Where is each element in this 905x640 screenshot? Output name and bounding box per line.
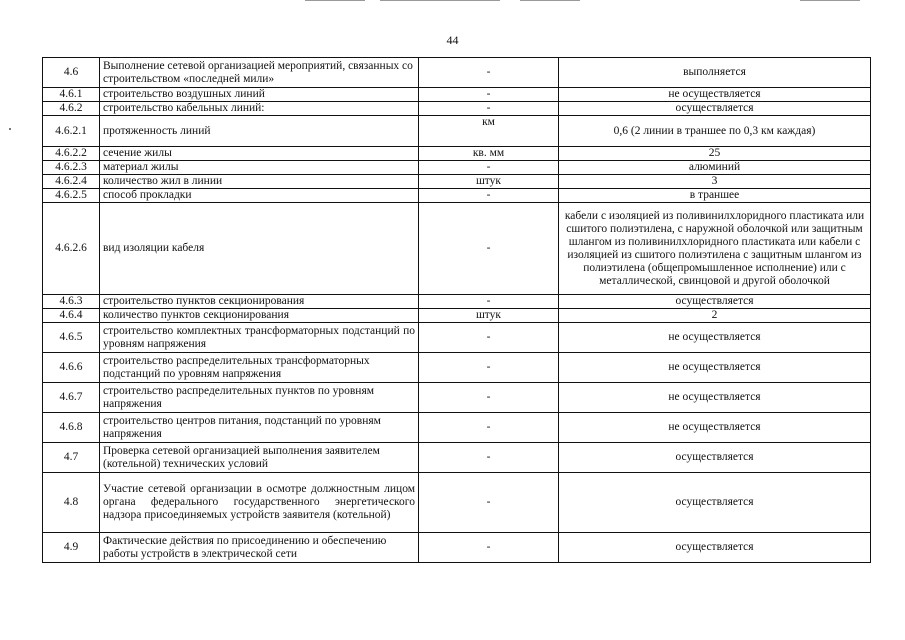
row-value: осуществляется [559, 102, 871, 116]
top-rule-2 [380, 0, 500, 1]
table-row [43, 533, 871, 563]
table-row [43, 102, 871, 116]
table-row [43, 88, 871, 102]
spec-table [42, 57, 871, 563]
row-unit: - [419, 189, 559, 203]
row-value: осуществляется [559, 473, 871, 533]
table-row [43, 147, 871, 161]
row-value: алюминий [559, 161, 871, 175]
row-number: 4.8 [43, 473, 100, 533]
row-number: 4.6.2.4 [43, 175, 100, 189]
row-name: строительство распределительных пунктов по уровням напряжения [100, 383, 419, 413]
row-number: 4.6.5 [43, 323, 100, 353]
row-name: строительство центров питания, подстанций по уровням напряжения [100, 413, 419, 443]
row-unit: - [419, 323, 559, 353]
table-row [43, 383, 871, 413]
row-name: сечение жилы [100, 147, 419, 161]
row-number: 4.6 [43, 58, 100, 88]
row-unit: - [419, 203, 559, 295]
row-name: количество жил в линии [100, 175, 419, 189]
row-number: 4.9 [43, 533, 100, 563]
row-name: строительство кабельных линий: [100, 102, 419, 116]
table-row [43, 189, 871, 203]
table-row [43, 473, 871, 533]
table-row [43, 309, 871, 323]
row-number: 4.6.2.3 [43, 161, 100, 175]
scan-speck [9, 128, 11, 130]
row-name: строительство воздушных линий [100, 88, 419, 102]
row-unit: штук [419, 175, 559, 189]
row-value: осуществляется [559, 443, 871, 473]
row-name: строительство пунктов секционирования [100, 295, 419, 309]
row-unit: км [419, 116, 559, 147]
top-rule-3 [520, 0, 580, 1]
row-number: 4.6.2.5 [43, 189, 100, 203]
row-name: количество пунктов секционирования [100, 309, 419, 323]
top-rule-1 [305, 0, 365, 1]
row-value: не осуществляется [559, 88, 871, 102]
table-row [43, 175, 871, 189]
row-number: 4.7 [43, 443, 100, 473]
row-number: 4.6.2.2 [43, 147, 100, 161]
row-unit: - [419, 88, 559, 102]
row-name: материал жилы [100, 161, 419, 175]
row-name: способ прокладки [100, 189, 419, 203]
row-name: строительство комплектных трансформаторных подстанций по уровням напряжения [100, 323, 419, 353]
row-unit: - [419, 473, 559, 533]
row-unit: штук [419, 309, 559, 323]
row-number: 4.6.1 [43, 88, 100, 102]
table-row [43, 116, 871, 147]
row-name: Проверка сетевой организацией выполнения заявителем (котельной) технических условий [100, 443, 419, 473]
page-number: 44 [446, 33, 459, 47]
row-number: 4.6.4 [43, 309, 100, 323]
row-value: в траншее [559, 189, 871, 203]
row-value: 3 [559, 175, 871, 189]
row-unit: - [419, 413, 559, 443]
row-name: Участие сетевой организации в осмотре должностным лицом органа федерального государственного энергетического надзора присоединяемых устройств заявителя (котельной) [100, 473, 419, 533]
table-row [43, 353, 871, 383]
row-number: 4.6.8 [43, 413, 100, 443]
row-number: 4.6.2.6 [43, 203, 100, 295]
table-row [43, 413, 871, 443]
row-unit: - [419, 102, 559, 116]
row-number: 4.6.2 [43, 102, 100, 116]
row-unit: - [419, 295, 559, 309]
row-unit: кв. мм [419, 147, 559, 161]
table-row [43, 295, 871, 309]
row-unit: - [419, 353, 559, 383]
row-value: осуществляется [559, 533, 871, 563]
row-value: кабели с изоляцией из поливинилхлоридного пластиката или сшитого полиэтилена, с наружной оболочкой или защитным шлангом из поливинилхлоридного пластиката или кабели с изоляцией из сшитого полиэтилена с защитным шлангом из полиэтилена (общепромышленное исполнение) или с металлической, свинцовой и другой оболочкой [559, 203, 871, 295]
row-value: не осуществляется [559, 323, 871, 353]
row-name: вид изоляции кабеля [100, 203, 419, 295]
table-row [43, 443, 871, 473]
row-number: 4.6.3 [43, 295, 100, 309]
row-unit: - [419, 383, 559, 413]
row-name: протяженность линий [100, 116, 419, 147]
table-row [43, 203, 871, 295]
row-name: Выполнение сетевой организацией мероприятий, связанных со строительством «последней мили» [100, 58, 419, 88]
row-value: осуществляется [559, 295, 871, 309]
row-value: 2 [559, 309, 871, 323]
row-number: 4.6.2.1 [43, 116, 100, 147]
row-unit: - [419, 533, 559, 563]
table-row [43, 58, 871, 88]
row-name: Фактические действия по присоединению и обеспечению работы устройств в электрической сети [100, 533, 419, 563]
row-number: 4.6.6 [43, 353, 100, 383]
row-number: 4.6.7 [43, 383, 100, 413]
row-value: не осуществляется [559, 383, 871, 413]
row-value: не осуществляется [559, 353, 871, 383]
row-value: не осуществляется [559, 413, 871, 443]
table-row [43, 161, 871, 175]
row-unit: - [419, 443, 559, 473]
row-name: строительство распределительных трансформаторных подстанций по уровням напряжения [100, 353, 419, 383]
row-value: 0,6 (2 линии в траншее по 0,3 км каждая) [559, 116, 871, 147]
top-rule-4 [800, 0, 860, 1]
row-unit: - [419, 161, 559, 175]
row-value: выполняется [559, 58, 871, 88]
table-row [43, 323, 871, 353]
row-value: 25 [559, 147, 871, 161]
row-unit: - [419, 58, 559, 88]
